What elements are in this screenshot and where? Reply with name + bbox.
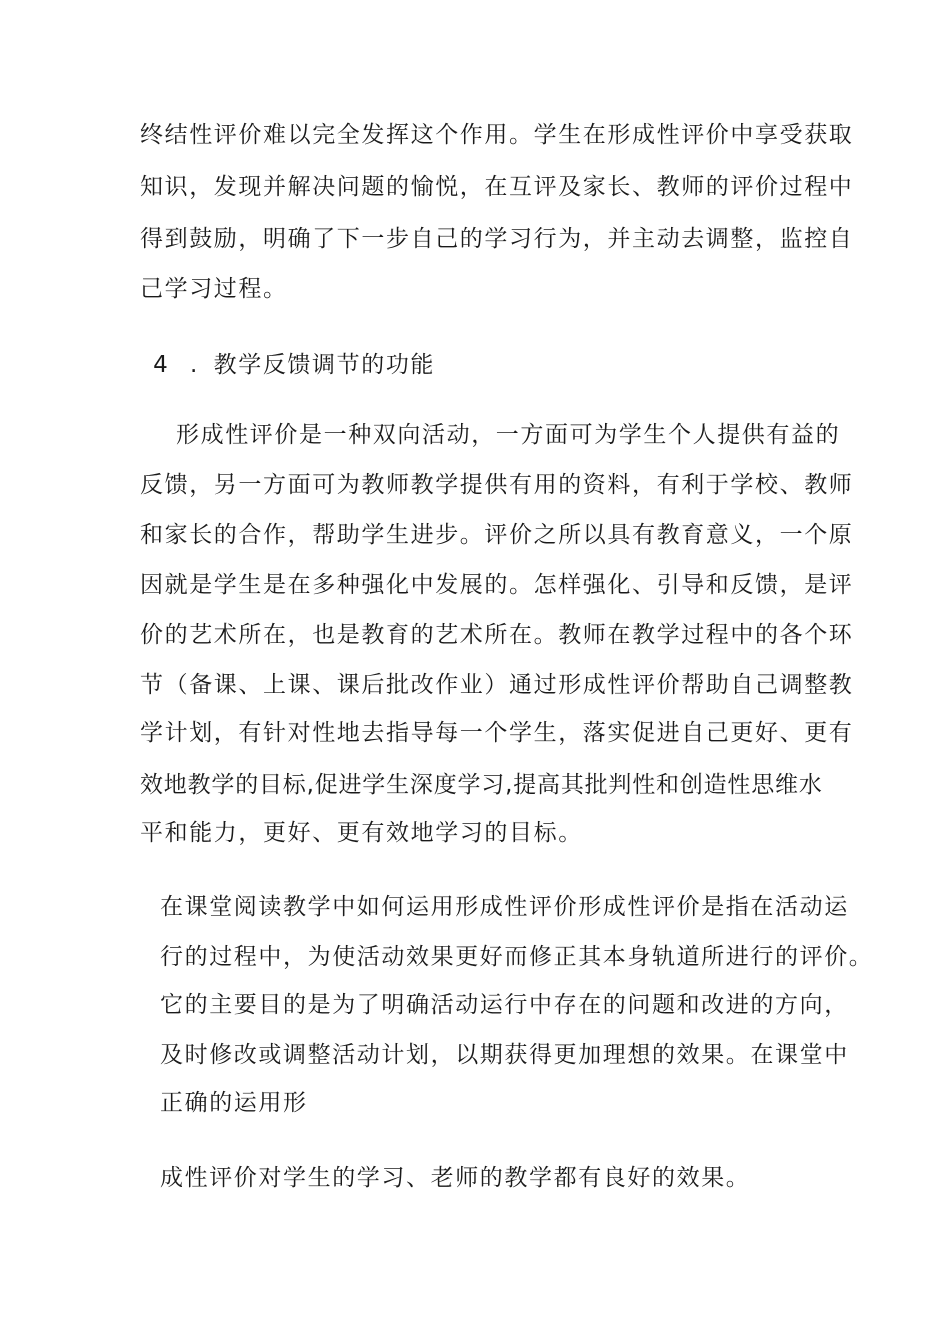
paragraph-line: 正确的运用形 bbox=[160, 1090, 308, 1116]
heading-number: 4 bbox=[153, 352, 168, 378]
paragraph-line: 得到鼓励，明确了下一步自己的学习行为，并主动去调整，监控自 bbox=[140, 226, 854, 252]
paragraph-line: 及时修改或调整活动计划，以期获得更加理想的效果。在课堂中 bbox=[160, 1042, 849, 1068]
paragraph-line: 形成性评价是一种双向活动，一方面可为学生个人提供有益的 bbox=[176, 422, 841, 448]
paragraph-line: 价的艺术所在，也是教育的艺术所在。教师在教学过程中的各个环 bbox=[140, 622, 854, 648]
paragraph-line: 节（备课、上课、课后批改作业）通过形成性评价帮助自己调整教 bbox=[140, 672, 854, 698]
paragraph-line: 知识，发现并解决问题的愉悦，在互评及家长、教师的评价过程中 bbox=[140, 174, 854, 200]
paragraph-line: 成性评价对学生的学习、老师的教学都有良好的效果。 bbox=[160, 1165, 751, 1191]
section-heading bbox=[140, 350, 435, 380]
paragraph-line: 在课堂阅读教学中如何运用形成性评价形成性评价是指在活动运 bbox=[160, 894, 849, 920]
paragraph-line: 它的主要目的是为了明确活动运行中存在的问题和改进的方向， bbox=[160, 992, 849, 1018]
paragraph-line: 平和能力，更好、更有效地学习的目标。 bbox=[140, 820, 583, 846]
paragraph-line: 因就是学生是在多种强化中发展的。怎样强化、引导和反馈，是评 bbox=[140, 572, 854, 598]
heading-dot: . bbox=[190, 352, 198, 378]
heading-title: 教学反馈调节的功能 bbox=[213, 352, 436, 378]
paragraph-line: 效地教学的目标,促进学生深度学习,提高其批判性和创造性思维水 bbox=[140, 772, 823, 798]
paragraph-line: 行的过程中，为使活动效果更好而修正其本身轨道所进行的评价。 bbox=[160, 944, 874, 970]
paragraph-line: 己学习过程。 bbox=[140, 276, 288, 302]
paragraph-line: 学计划，有针对性地去指导每一个学生，落实促进自己更好、更有 bbox=[140, 720, 854, 746]
paragraph-line: 终结性评价难以完全发挥这个作用。学生在形成性评价中享受获取 bbox=[140, 122, 854, 148]
paragraph-line: 反馈，另一方面可为教师教学提供有用的资料，有利于学校、教师 bbox=[140, 472, 854, 498]
paragraph-line: 和家长的合作，帮助学生进步。评价之所以具有教育意义，一个原 bbox=[140, 522, 854, 548]
